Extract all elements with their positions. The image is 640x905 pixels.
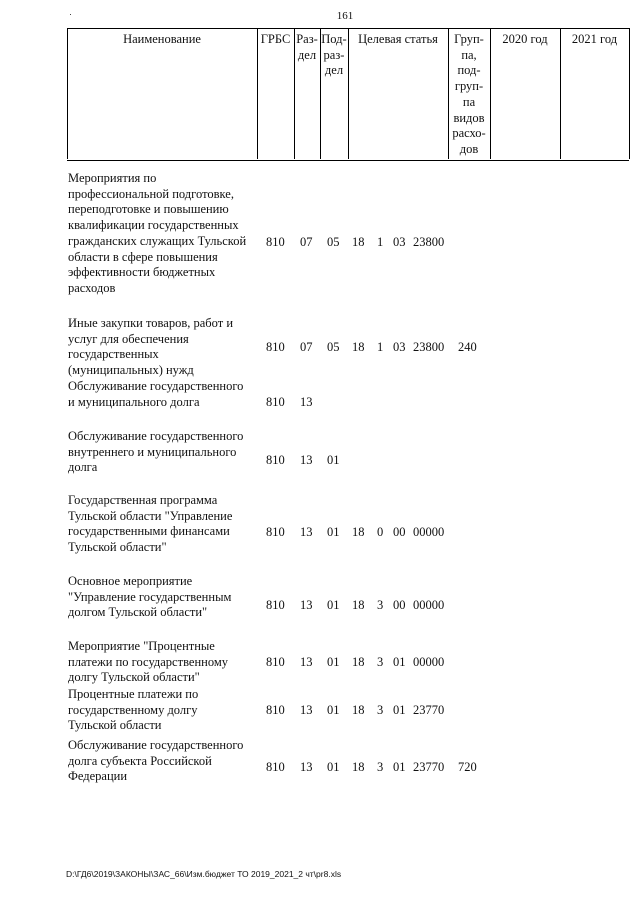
header-podrazdel-line: Под- [321, 32, 347, 46]
cell-target-direction: 23770 [413, 703, 445, 717]
header-group-line: па [462, 94, 476, 109]
cell-target-event: 01 [393, 655, 406, 669]
cell-razdel: 07 [300, 235, 313, 249]
row-name-line: Федерации [68, 769, 128, 784]
header-group-line: видов [453, 110, 485, 125]
row-name [68, 429, 262, 476]
row-name [68, 316, 262, 379]
row-name-line: "Управление государственным [68, 589, 232, 604]
cell-target-subprogram: 1 [377, 340, 384, 354]
header-group [448, 32, 490, 158]
header-grbs: ГРБС [260, 32, 291, 46]
row-name-line: Государственная программа [68, 493, 218, 507]
cell-target-direction: 23800 [413, 235, 445, 249]
cell-target-subprogram: 1 [377, 235, 384, 249]
cell-razdel: 13 [300, 760, 313, 774]
row-name-line: платежи по государственному [68, 654, 228, 669]
cell-podrazdel: 01 [327, 598, 340, 612]
cell-razdel: 13 [300, 598, 313, 612]
cell-target-event: 00 [393, 598, 406, 612]
cell-podrazdel: 01 [327, 760, 340, 774]
row-name-line: области в сфере повышения [68, 249, 218, 264]
row-name-line: внутреннего и муниципального [68, 444, 237, 459]
header-razdel-line: Раз- [296, 32, 318, 46]
cell-target-direction: 23770 [413, 760, 445, 774]
row-name [68, 687, 262, 734]
cell-target-event: 01 [393, 703, 406, 717]
cell-target-event: 03 [393, 340, 406, 354]
row-name-line: государственному долгу [68, 702, 198, 717]
header-group-line: под- [457, 63, 481, 78]
row-name-line: государственных [68, 347, 159, 362]
cell-grbs: 810 [266, 235, 285, 249]
cell-target-direction: 23800 [413, 340, 445, 354]
cell-target-program: 18 [352, 703, 365, 717]
row-name-line: и муниципального долга [68, 394, 200, 409]
row-name-line: Процентные платежи по [68, 687, 199, 701]
row-name-line: долга субъекта Российской [68, 753, 212, 768]
header-podrazdel-line: дел [324, 63, 344, 78]
row-name [68, 639, 262, 686]
cell-target-subprogram: 3 [377, 598, 384, 612]
header-group-line: расхо- [452, 126, 486, 141]
cell-grbs: 810 [266, 598, 285, 612]
cell-group: 720 [458, 760, 477, 774]
cell-grbs: 810 [266, 760, 285, 774]
cell-target-event: 01 [393, 760, 406, 774]
row-name-line: услуг для обеспечения [68, 331, 189, 346]
cell-podrazdel: 01 [327, 525, 340, 539]
row-name [68, 379, 262, 410]
cell-razdel: 07 [300, 340, 313, 354]
cell-target-subprogram: 3 [377, 703, 384, 717]
row-name-line: (муниципальных) нужд [68, 363, 194, 378]
row-name-line: расходов [68, 280, 116, 295]
row-name [68, 493, 262, 556]
cell-target-program: 18 [352, 235, 365, 249]
header-razdel-line: дел [297, 47, 317, 62]
row-name-line: Иные закупки товаров, работ и [68, 316, 234, 330]
cell-target-event: 03 [393, 235, 406, 249]
cell-grbs: 810 [266, 340, 285, 354]
cell-target-direction: 00000 [413, 525, 445, 539]
cell-grbs: 810 [266, 525, 285, 539]
header-group-line: груп- [454, 79, 484, 94]
cell-target-program: 18 [352, 340, 365, 354]
row-name-line: Обслуживание государственного [68, 429, 244, 443]
cell-target-subprogram: 3 [377, 655, 384, 669]
header-group-line: Груп- [454, 32, 484, 46]
cell-target-subprogram: 0 [377, 525, 384, 539]
header-group-line: па, [461, 47, 477, 62]
header-podrazdel [320, 32, 348, 79]
row-name-line: Обслуживание государственного [68, 738, 244, 752]
cell-target-event: 00 [393, 525, 406, 539]
cell-razdel: 13 [300, 655, 313, 669]
row-name [68, 171, 262, 297]
cell-target-subprogram: 3 [377, 760, 384, 774]
row-name [68, 574, 262, 621]
row-name-line: Мероприятия по [68, 171, 157, 185]
header-2021: 2021 год [571, 32, 618, 46]
cell-podrazdel: 01 [327, 655, 340, 669]
cell-grbs: 810 [266, 395, 285, 409]
header-2020: 2020 год [502, 32, 548, 46]
row-name-line: Обслуживание государственного [68, 379, 244, 393]
file-path-footer: D:\ГД6\2019\ЗАКОНЫ\ЗАС_66\Изм.бюджет ТО 2019_2021_2 чт\pr8.xls [66, 869, 342, 879]
row-name-line: Мероприятие "Процентные [68, 639, 215, 653]
cell-razdel: 13 [300, 525, 313, 539]
cell-target-direction: 00000 [413, 598, 445, 612]
row-name-line: государственными финансами [68, 524, 230, 539]
cell-podrazdel: 05 [327, 340, 340, 354]
cell-grbs: 810 [266, 655, 285, 669]
scan-dot [70, 14, 71, 15]
cell-target-direction: 00000 [413, 655, 445, 669]
cell-razdel: 13 [300, 395, 313, 409]
header-target: Целевая статья [358, 32, 438, 46]
header-divider [629, 28, 630, 159]
header-name: Наименование [123, 32, 201, 46]
row-name-line: профессиональной подготовке, [68, 186, 234, 201]
row-name-line: эффективности бюджетных [68, 265, 216, 280]
cell-podrazdel: 05 [327, 235, 340, 249]
row-name-line: гражданских служащих Тульской [68, 233, 247, 248]
row-name-line: переподготовке и повышению [68, 202, 229, 217]
row-name-line: Тульской области "Управление [68, 508, 233, 523]
header-podrazdel-line: раз- [323, 47, 345, 62]
cell-razdel: 13 [300, 453, 313, 467]
cell-target-program: 18 [352, 655, 365, 669]
page-number: 161 [336, 10, 354, 22]
cell-target-program: 18 [352, 525, 365, 539]
cell-razdel: 13 [300, 703, 313, 717]
row-name-line: Тульской области" [68, 540, 167, 555]
row-name-line: долгу Тульской области" [68, 670, 200, 685]
cell-group: 240 [458, 340, 477, 354]
cell-target-program: 18 [352, 598, 365, 612]
cell-grbs: 810 [266, 453, 285, 467]
cell-podrazdel: 01 [327, 453, 340, 467]
cell-target-program: 18 [352, 760, 365, 774]
row-name [68, 738, 262, 785]
cell-grbs: 810 [266, 703, 285, 717]
header-razdel [294, 32, 320, 63]
row-name-line: Основное мероприятие [68, 574, 193, 588]
header-group-line: дов [459, 141, 479, 156]
cell-podrazdel: 01 [327, 703, 340, 717]
row-name-line: долгом Тульской области" [68, 605, 208, 620]
row-name-line: долга [68, 460, 98, 475]
row-name-line: квалификации государственных [68, 218, 239, 233]
row-name-line: Тульской области [68, 718, 162, 733]
